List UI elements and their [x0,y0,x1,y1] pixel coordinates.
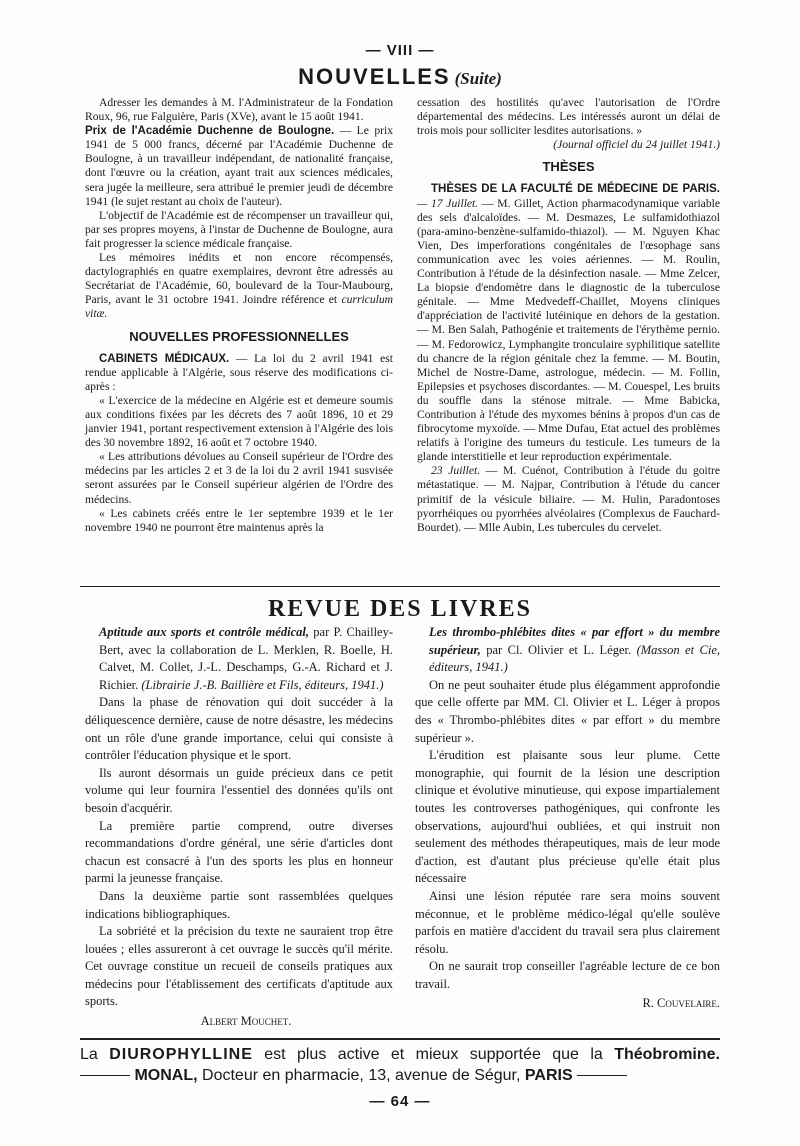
section-title [0,64,800,90]
paragraph: L'objectif de l'Académie est de récompenser un travailleur qui, par ses propres moyens, à l'instar de Duchenne de Boulogne, aura fait progresser la science médicale française. [85,208,393,250]
section-title-main: NOUVELLES [298,64,451,89]
advert-compare: Théobromine. [614,1046,720,1063]
quote-paragraph: « Les attributions dévolues au Conseil supérieur de l'Ordre des médecins par les articles 2 et 3 de la loi du 2 avril 1941 susvisée seront assurées par le Conseil supérieur algérien de l'Ordre des médecins. [85,450,393,506]
advert-brand: DIUROPHYLLINE [109,1046,253,1063]
page-numeral-header: — VIII — [365,42,435,59]
theses-paragraph [417,464,720,534]
paragraph: Ainsi une lésion réputée rare sera moins souvent méconnue, et le problème médico-légal qu'elle soulève parfois en matière d'accident du travail sera plus clairement résolu. [415,888,720,956]
page-number-footer: — 64 — [369,1093,431,1110]
cabinets-paragraph [85,352,393,394]
divider [80,586,720,587]
quote-paragraph: « Les cabinets créés entre le 1er septembre 1939 et le 1er novembre 1940 ne pourront être maintenus après la [85,506,393,534]
paragraph: Dans la phase de rénovation qui doit succéder à la déliquescence dernière, cause de notre désastre, les médecins ont un rôle d'une grande importance, celui qui consiste à contrôler l'éducation physique et le sport. [85,695,393,763]
prize-paragraph [85,124,393,209]
theses-paragraph [417,182,720,464]
advert-text: La [80,1046,98,1063]
paragraph: Ils auront désormais un guide précieux dans ce petit volume qui leur fournira l'essentiel des données qu'ils ont besoin d'acquérir. [85,765,393,815]
paragraph: On ne saurait trop conseiller l'agréable lecture de ce bon travail. [415,959,720,991]
book-authors: par P. Chailley-Bert, avec la collaboration de L. Merklen, R. Boelle, H. Calvet, M. Collet, J.-L. Deschamps, G.-A. Richard et J. Richier. [99,625,394,692]
paragraph: cessation des hostilités qu'avec l'autorisation de l'Ordre départemental des médecins. Les intéressés auront un délai de trois mois pour solliciter lesdites autorisations. » [417,96,720,138]
prize-text: — Le prix 1941 de 5 000 francs, décerné par l'Académie Duchenne de Boulogne, à un travailleur indépendant, de nationalité française, dont l'œuvre ou la création, ayant trait aux sciences médicales, sera jugée la meilleure, sera attribué le premier jeudi de décembre 1941 (le sujet restant au choix de l'auteur). [85,124,393,208]
paragraph: Adresser les demandes à M. l'Administrateur de la Fondation Roux, 96, rue Falguière, Paris (XVe), avant le 15 août 1941. [85,96,393,124]
curriculum-text: curriculum vitæ. [85,293,394,321]
revue-title: REVUE DES LIVRES [267,596,533,622]
advert-maker: MONAL, [134,1067,198,1084]
cabinets-text: — La loi du 2 avril 1941 est rendue applicable à l'Algérie, sous réserve des modifications ci-après : [85,351,393,393]
book-authors: par Cl. Olivier et L. Léger. [486,642,632,657]
signature: R. Couvelaire. [642,996,720,1011]
theses-date: 23 Juillet. [431,464,481,478]
theses-title: THÈSES DE LA FACULTÉ DE MÉDECINE DE PARIS. [431,183,720,196]
cabinets-title: CABINETS MÉDICAUX. [99,352,230,365]
heading-theses: THÈSES [542,159,595,175]
book-citation [85,624,393,694]
theses-text: — M. Cuénot, Contribution à l'étude du goitre métastatique. — M. Najpar, Contribution à l'étude du cancer primitif de la vésicule biliaire. — M. Hulin, Paradontoses pyorrhéiques ou pyorrhées alvéolaires (Complexus de Fauchard-Bourdet). — Mlle Aubin, Les tubercules du cervelet. [417,464,720,534]
advert-dash [577,1075,627,1076]
paragraph: La sobriété et la précision du texte ne sauraient trop être louées ; elles assureront à cet ouvrage le succès qu'il mérite. Cet ouvrage constitue un recueil de conseils pratiques aux médecins pour l'établissement des certificats d'aptitude aux sports. [85,924,393,1009]
book-citation [415,624,720,677]
signature: Albert Mouchet. [200,1014,292,1029]
source: (Journal officiel du 24 juillet 1941.) [553,138,720,152]
paragraph: L'érudition est plaisante sous leur plume. Cette monographie, qui fournit de la lésion une description clinique et évolutive minutieuse, qui expose impartialement toutes les controverses pathogéniques, qui confronte les observations, aujourd'hui oubliées, et qui instruit non seulement des méthodes thérapeutiques, mais de leur mode d'action, est d'autant plus précieuse qu'elle était plus nécessaire [415,748,720,886]
advert-line-1 [80,1046,720,1064]
paragraph [85,251,393,321]
review-right [415,624,720,1013]
paragraph: Dans la deuxième partie sont rassemblées quelques indications bibliographiques. [85,888,393,921]
advert-dash [80,1075,130,1076]
paragraph: La première partie comprend, outre diverses recommandations d'ordre général, une série d'articles dont chacun est consacré à l'un des sports les plus en honneur parmi la jeunesse française. [85,818,393,886]
theses-date: — 17 Juillet. [417,196,479,210]
section-title-suffix: (Suite) [454,69,502,88]
right-column [417,96,720,535]
quote-paragraph: « L'exercice de la médecine en Algérie est et demeure soumis aux conditions fixées par les décrets des 7 août 1896, 10 et 29 janvier 1941, portant respectivement extension à l'Algérie des lois des 30 novembre 1892, 16 août et 7 octobre 1940. [85,393,393,450]
book-publisher: (Librairie J.-B. Baillière et Fils, éditeurs, 1941.) [141,677,384,692]
book-title: Aptitude aux sports et contrôle médical, [99,625,309,639]
theses-text: — M. Gillet, Action pharmacodynamique variable des sels d'alcaloïdes. — M. Desmazes, Le sulfamidothiazol (para-amino-benzène-sulfamido-thiazol). — M. Nguyen Khac Vien, Des imperforations congénitales de l'œsophage sans communication avec les voies aériennes. — M. Roulin, Contribution à l'étude de la désinfection nasale. — Mme Zelcer, La biopsie d'endomètre dans le diagnostic de la tuberculose génitale. — Mme Medvedeff-Chaillet, Moyens cliniques d'appréciation de l'activité lutéinique en dehors de la gestation. — M. Ben Salah, Pathogénie et traitements de l'érythème pernio. — M. Fedorowicz, Lymphangite tronculaire syphilitique satellite du chancre de la région génitale chez la femme. — M. Boutin, Michel de Nostre-Dame, astrologue, médecin. — M. Follin, Epilepsies et psychoses discordantes. — M. Couespel, Les bruits du souffle dans la sténose mitrale. — Mme Babicka, Contribution à l'étude des myxomes bénins à propos d'un cas de fibrocytome myxoïde. — Mme Dufau, Etat actuel des problèmes relatifs à l'origine des tumeurs du testicule. Les tumeurs de la glande interstitielle et leur reproduction expérimentale. [417,196,720,464]
book-publisher: (Masson et Cie, éditeurs, 1941.) [429,642,721,675]
paragraph: On ne peut souhaiter étude plus élégamment approfondie que celle offerte par MM. Cl. Olivier et L. Léger à propos des « Thrombo-phlébites dites « par effort » du membre supérieur ». [415,677,720,745]
left-column [85,96,393,535]
divider [80,1038,720,1040]
paragraph-text: Les mémoires inédits et non encore récompensés, dactylographiés en quatre exemplaires, devront être adressés au Secrétariat de l'Académie, 60, boulevard de la Tour-Maubourg, Paris, avant le 31 octobre 1941. Joindre référence et [85,251,393,307]
advert-city: PARIS [524,1067,573,1084]
prize-title: Prix de l'Académie Duchenne de Boulogne. [85,125,335,138]
advert-address: Docteur en pharmacie, 13, avenue de Ségur, [202,1067,521,1084]
advert-line-2 [80,1067,720,1085]
book-title: Les thrombo-phlébites dites « par effort » du membre supérieur, [429,625,720,657]
heading-prof: NOUVELLES PROFESSIONNELLES [129,328,349,344]
review-left [85,624,393,1031]
advert-text: est plus active et mieux supportée que la [264,1046,603,1063]
